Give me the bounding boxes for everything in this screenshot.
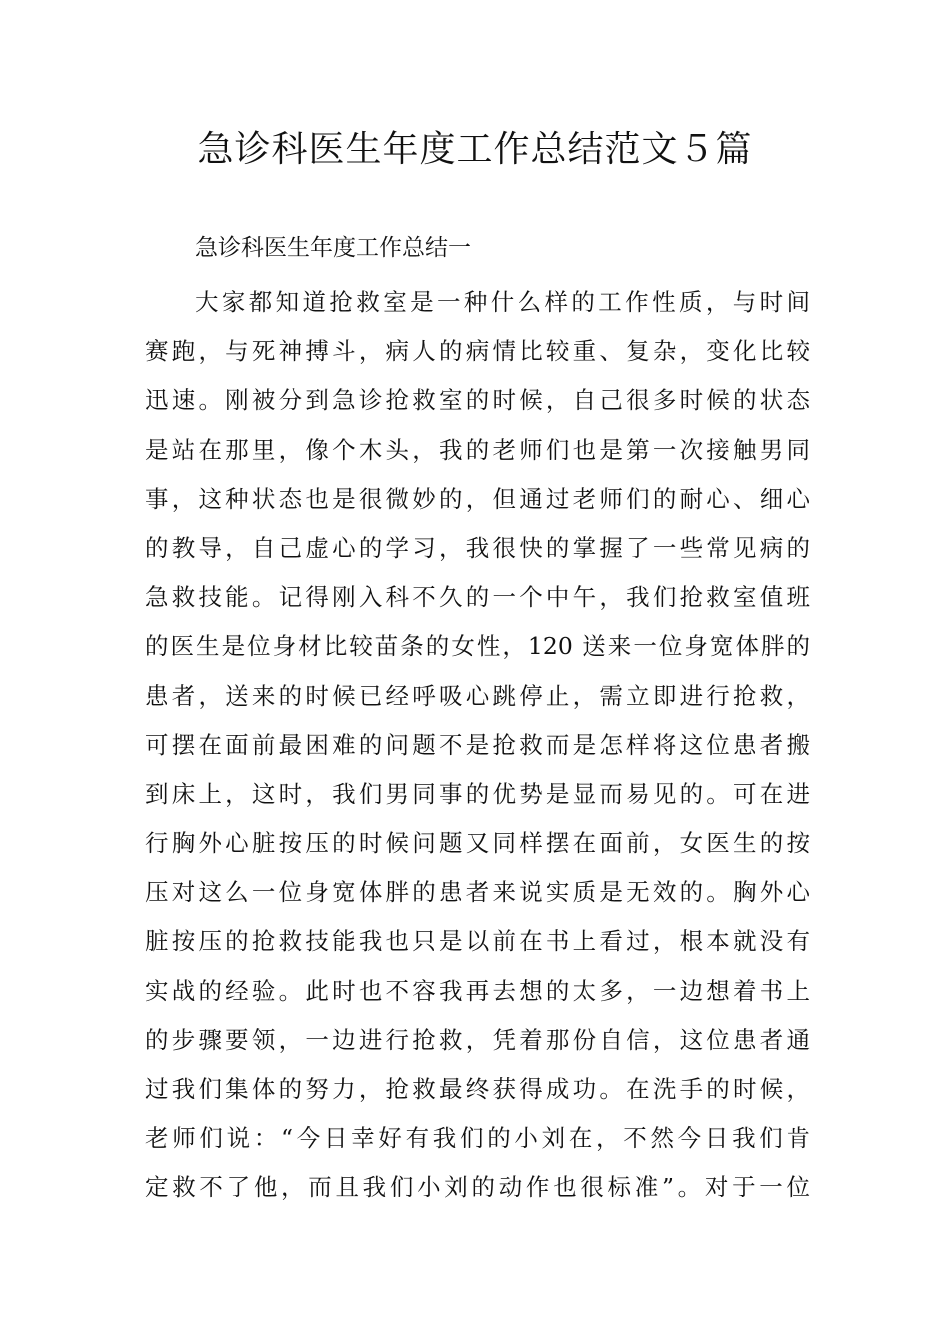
paragraph-line: 迅速。刚被分到急诊抢救室的时候，自己很多时候的状态 — [145, 386, 810, 415]
paragraph-line: 脏按压的抢救技能我也只是以前在书上看过，根本就没有 — [145, 927, 810, 956]
paragraph-line: 急救技能。记得刚入科不久的一个中午，我们抢救室值班 — [145, 583, 810, 612]
paragraph-line: 压对这么一位身宽体胖的患者来说实质是无效的。胸外心 — [145, 878, 810, 907]
paragraph-line: 赛跑，与死神搏斗，病人的病情比较重、复杂，变化比较 — [145, 337, 810, 366]
paragraph-line: 是站在那里，像个木头，我的老师们也是第一次接触男同 — [145, 435, 810, 464]
paragraph-line: 行胸外心脏按压的时候问题又同样摆在面前，女医生的按 — [145, 829, 810, 858]
paragraph-line: 大家都知道抢救室是一种什么样的工作性质，与时间 — [195, 288, 810, 316]
paragraph-line: 的教导，自己虚心的学习，我很快的掌握了一些常见病的 — [145, 533, 810, 562]
section-heading: 急诊科医生年度工作总结一 — [195, 235, 471, 261]
paragraph-line: 可摆在面前最困难的问题不是抢救而是怎样将这位患者搬 — [145, 730, 810, 759]
paragraph-line: 患者，送来的时候已经呼吸心跳停止，需立即进行抢救， — [145, 681, 810, 710]
paragraph-line: 事，这种状态也是很微妙的，但通过老师们的耐心、细心 — [145, 484, 810, 513]
document-title: 急诊科医生年度工作总结范文５篇 — [197, 129, 753, 170]
paragraph-line: 实战的经验。此时也不容我再去想的太多，一边想着书上 — [145, 976, 810, 1005]
body-paragraph — [145, 278, 810, 1213]
paragraph-line: 定救不了他，而且我们小刘的动作也很标准”。对于一位 — [145, 1173, 810, 1202]
paragraph-line: 的医生是位身材比较苗条的女性，120 送来一位身宽体胖的 — [145, 632, 810, 661]
paragraph-line: 的步骤要领，一边进行抢救，凭着那份自信，这位患者通 — [145, 1025, 810, 1054]
paragraph-line: 老师们说：“今日幸好有我们的小刘在，不然今日我们肯 — [145, 1124, 810, 1153]
paragraph-line: 过我们集体的努力，抢救最终获得成功。在洗手的时候， — [145, 1075, 810, 1103]
paragraph-line: 到床上，这时，我们男同事的优势是显而易见的。可在进 — [145, 779, 810, 808]
